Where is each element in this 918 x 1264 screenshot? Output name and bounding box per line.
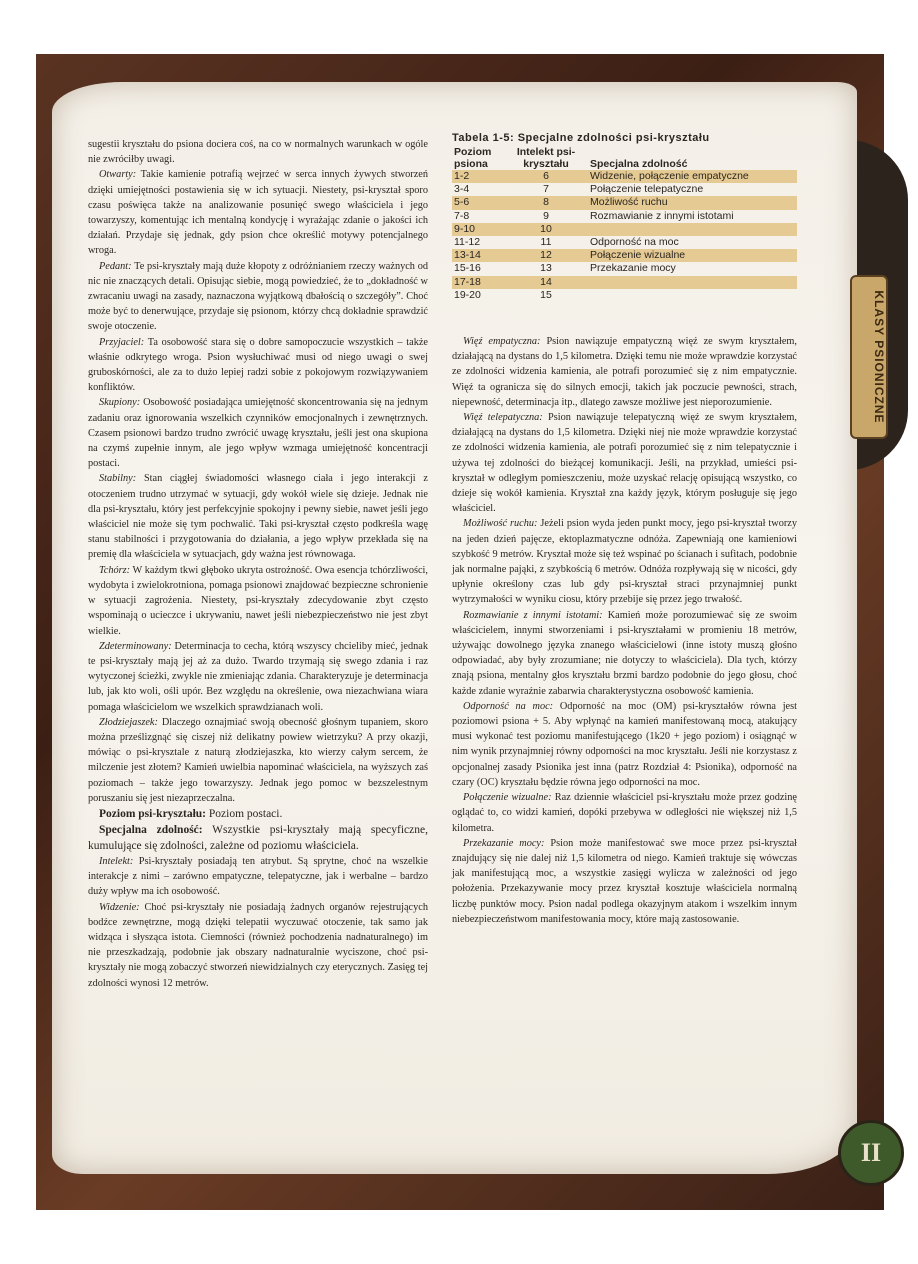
chapter-side-tab[interactable] [850,275,888,439]
term: Przyjaciel: [99,336,145,348]
paragraph-text: Stan ciągłej świadomości własnego ciała i jego interakcji z otoczeniem trudno utrzymać w sytuacji, gdy wokół wiele się dzieje. Jednak nie dla psi-kryształu, który jest perfekcyjnie spokojny i pewny siebie, nawet jeśli jego właściciel nie może się tym pochwalić. Taki psi-kryształ często podkreśla wagę stanu stabilności i przygotowania do działania, a jego wpływ przekłada się na premię dla właściciela w sytuacjach, gdy ważna jest równowaga. [88,473,428,561]
paragraph [88,335,428,396]
paragraph [88,563,428,639]
term: Poziom psi-kryształu: [99,807,207,820]
table-cell: 9-10 [452,223,504,236]
table-cell: 13 [540,262,552,275]
paragraph-text: Odporność na moc (OM) psi-kryształów równa jest poziomowi psiona + 5. Aby wpłynąć na kamień manifestowaną mocą, atakujący musi wykonać test poziomu manifestującego (1k20 + jego poziom) i osiągnąć w nim wynik przynajmniej równy odporności na moc kryształu. Jeśli nie korzystasz z opcjonalnej zasady Psionika jest inna (patrz Rozdział 4: Psionika), odporność na czary (OC) kryształu będzie równa jego odporności na moc. [452,700,797,788]
table-row [452,170,797,183]
table-cell: Rozmawianie z innymi istotami [590,209,734,222]
table-row [452,262,797,275]
paragraph [88,715,428,806]
term: Skupiony: [99,397,141,409]
paragraph [88,471,428,562]
paragraph-text: Osobowość posiadająca umiejętność skoncentrowania się na jednym zadaniu oraz ignorowania wszelkich czynników emocjonalnych i zewnętrznych. Czasem psionowi bardzo trudno zwrócić uwagę kryształu, jeśli jest ona skupiona na czymś zupełnie innym, ale jego wpływ wzmaga umiejętność koncentracji postaci. [88,397,428,470]
paragraph-text: sugestii kryształu do psiona dociera coś, na co w normalnych warunkach w ogóle nie zwróciłby uwagi. [88,139,428,166]
table-grid [452,146,797,302]
table-cell: Odporność na moc [590,236,679,249]
table-cell: 9 [543,209,549,222]
term: Rozmawianie z innymi istotami: [463,609,603,621]
paragraph-text: Psi-kryształy posiadają ten atrybut. Są sprytne, choć na wszelkie interakcje z nimi – zarówno empatyczne, telepatyczne, jak i werbalne – bardzo duży wpływ ma ich osobowość. [88,855,428,898]
paragraph-text: Poziom postaci. [206,807,283,820]
table-cell: Połączenie wizualne [588,249,797,262]
table-cell [588,289,797,302]
paragraph-text: Kamień może porozumiewać się ze swoim właścicielem, innymi stworzeniami i psi-kryształami w promieniu 18 metrów, używając dowolnego języka znanego właścicielowi (inne istoty muszą głośno odpowiadać, aby były zrozumiane; nie dotyczy to właściciela). Dla tych, którzy znają psiona, mentalny głos kryształu brzmi bardzo podobnie do jego głosu, choć każde zdanie wyraźnie zabarwia charakterystyczna osobowość kamienia. [452,609,797,697]
table-cell: 15-16 [454,262,481,275]
paragraph [452,836,797,927]
term: Specjalna zdolność: [99,823,203,836]
paragraph [452,608,797,699]
ability-table [452,132,797,302]
table-cell: 11-12 [454,236,481,249]
table-header: Intelekt psi-kryształu [516,146,576,170]
paragraph-text: Jeżeli psion wyda jeden punkt mocy, jego psi-kryształ tworzy na jeden dzień pajęcze, ektoplazmatyczne odnóża. Zapewniają one kamieniowi szybkość 9 metrów. Kryształ może się też wspinać po ścianach i sufitach, podobnie jak normalne pająki, z szybkością 6 metrów. Odnóża rozpływają się w nicości, gdy upłynie określony czas lub gdy psi-kryształ straci przynajmniej punkt wytrzymałości w wyniku ciosu, który przebije się przez jego trwałość. [452,518,798,606]
table-title: Tabela 1-5: Specjalne zdolności psi-kryształu [452,132,710,144]
paragraph [88,137,428,167]
term: Stabilny: [99,473,137,485]
table-cell: 3-4 [454,183,470,196]
term: Zdeterminowany: [99,640,172,652]
table-cell: 7 [543,183,549,196]
table-cell: 6 [504,170,588,183]
paragraph [452,334,797,410]
paragraph [452,699,797,790]
table-cell: Widzenie, połączenie empatyczne [588,170,797,183]
table-header: Specjalna zdolność [590,158,688,170]
paragraph [88,395,428,471]
paragraph-text: W każdym tkwi głęboko ukryta ostrożność. Owa esencja tchórzliwości, wydobyta i zwielokrotniona, pomaga psionowi znajdować bezpieczne schronienie w sytuacji zagrożenia. Niestety, psi-kryształy zdecydowanie zbyt często wspominają o ucieczce i ukrywaniu, nawet jeśli niebezpieczeństwo nie jest zbyt wielkie. [88,564,428,637]
table-cell: 12 [504,249,588,262]
table-cell [588,223,797,236]
term: Odporność na moc: [463,700,554,712]
table-cell: 8 [504,196,588,209]
table-cell: 13-14 [452,249,504,262]
right-column [452,334,797,927]
table-cell: 1-2 [452,170,504,183]
term: Połączenie wizualne: [463,792,552,804]
table-row [452,183,797,196]
paragraph [88,167,428,258]
table-cell: 10 [504,223,588,236]
paragraph [452,516,797,607]
table-header: Poziom psiona [454,146,492,170]
table-row [452,210,797,223]
paragraph-text: Te psi-kryształy mają duże kłopoty z odróżnianiem rzeczy ważnych od nic nie znaczących detali. Opisując siebie, mogą powiedzieć, że to „dokładność w zwracaniu uwagi na zasady, naznaczona wyjątkową dbałością o szczegóły”. Choć może być to denerwujące, przydaje się psionom, którzy chcą dokładnie sprawdzić swoje otoczenie. [88,260,428,333]
side-tab-label: KLASY PSIONICZNE [872,290,886,424]
term: Intelekt: [99,855,134,867]
table-row [452,249,797,262]
paragraph-text: Dlaczego oznajmiać swoją obecność głośnym tupaniem, skoro można prześlizgnąć się ciszej niż delikatny powiew wietrzyku? A przy okazji, mówiąc o psi-krysztale z naturą złodziejaszka, kto wierzy całym sercem, że milczenie jest złotem? Kamień uwielbia napominać właściciela, na wyższych zaś poziomach – także jego towarzyszy. Jednak jego pomoc w bezszelestnym poruszaniu się jest niezaprzeczalna. [88,716,428,804]
table-cell: Możliwość ruchu [588,196,797,209]
table-row [452,236,797,249]
paragraph-text: Psion nawiązuje telepatyczną więź ze swym kryształem, działającą na dystans do 1,5 kilometra. Dzięki niej nie może wprawdzie korzystać ze zdolności widzenia kamienia, ale potrafi porozumieć się z nim telepatycznie i używa tej zdolności do bieżącej komunikacji. Jeśli, na przykład, umieści psi-kryształ w odległym pomieszczeniu, może uzyskać relację opisującą wszystko, co dzieje się wokół kamienia. Kryształ zna każdy język, którym posługuje się jego właściciel. [452,412,797,515]
paragraph [88,822,428,854]
term: Przekazanie mocy: [463,837,545,849]
paragraph [452,410,797,516]
table-cell: 5-6 [452,196,504,209]
table-cell: Połączenie telepatyczne [590,183,704,196]
term: Więź telepatyczna: [463,412,543,424]
left-column [88,137,428,991]
paragraph-text: Psion nawiązuje empatyczną więź ze swym kryształem, działającą na dystans do 1,5 kilometra. Dzięki temu nie może wprawdzie korzystać ze zdolności widzenia kamienia, ale potrafi porozumieć się z nim empatycznie. Więź ta ogranicza się do silnych emocji, takich jak poczucie pewności, strach, niepewność, determinacja itp., dlatego zawsze możliwe jest nieporozumienie. [452,336,797,408]
term: Złodziejaszek: [99,716,158,728]
table-cell: 14 [504,276,588,289]
paragraph-text: Choć psi-kryształy nie posiadają żadnych organów rejestrujących bodźce zewnętrzne, mogą dzięki telepatii wyczuwać otoczenie, tak samo jak widząca i słysząca istota. Ciemności (również pochodzenia nadnaturalnego) im nie przeszkadzają, podobnie jak obszary nadnaturalnie wyciszone, choć psi-kryształy nie mogą zobaczyć stworzeń niewidzialnych czy eterycznych. Zasięg tej zdolności wynosi 12 metrów. [88,901,428,989]
table-cell: 7-8 [454,209,470,222]
table-cell [588,276,797,289]
page-number-badge: II [838,1120,904,1186]
paragraph-text: Raz dziennie właściciel psi-kryształu może przez godzinę oglądać to, co widzi kamień, dopóki przebywa w odległości nie większej niż 1,5 kilometra. [452,792,797,834]
term: Widzenie: [99,901,140,913]
term: Tchórz: [99,564,131,576]
table-cell: 19-20 [454,288,481,301]
term: Pedant: [99,260,132,272]
paragraph [88,639,428,715]
paragraph [452,790,797,836]
table-cell: 11 [540,236,552,249]
term: Możliwość ruchu: [463,518,538,530]
paragraph-text: Ta osobowość stara się o dobre samopoczucie wszystkich – także właśnie odkrytego wroga. Psion wysłuchiwać musi od niego uwagi o swej gruboskórności, ale za to dużo lepiej radzi sobie z pokojowym rozwiązywaniem konfliktów. [88,336,428,394]
term: Otwarty: [99,169,137,181]
table-row [452,196,797,209]
paragraph-text: Wszystkie psi-kryształy mają specyficzne, kumulujące się zdolności, zależne od poziomu właściciela. [88,823,428,852]
paragraph [88,806,428,822]
term: Więź empatyczna: [463,336,541,347]
table-row [452,223,797,236]
table-row [452,276,797,289]
table-cell: 17-18 [452,276,504,289]
table-cell: Przekazanie mocy [590,262,676,275]
table-cell: 15 [540,288,552,301]
paragraph [88,854,428,900]
paragraph-text: Takie kamienie potrafią wejrzeć w serca innych żywych stworzeń dzięki umiejętności postawienia się w ich sytuacji. Niestety, psi-kryształ sporo czasu poświęca także na analizowanie posunięć swego właściciela i jego towarzyszy, komentując ich mentalną kondycję i wyrażając zdanie o jakości ich działań. Przydaje się jednak, gdy psion chce określić motywy potencjalnego wroga. [88,169,428,257]
paragraph [88,900,428,991]
table-row [452,289,797,302]
paragraph [88,259,428,335]
paragraph-text: Determinacja to cecha, którą wszyscy chcieliby mieć, jednak te psi-kryształy mają jej aż za dużo. Twardo trzymają się swego zdania i raz wytyczonej ścieżki, zwykle nie zmieniając zdania. Charakteryzuje je determinacja lub, jak kto woli, ośli upór. Bez względu na określenie, owa niezachwiana wiara pomaga właścicielom we wszelkich sprawdzianach woli. [88,640,428,713]
paragraph-text: Psion może manifestować swe moce przez psi-kryształ znajdujący się nie dalej niż 1,5 kilometra od niego. Kamień traktuje się wówczas jak manifestującą moc, a wszystkie zasięgi wylicza w zależności od jego położenia. Przekazywanie mocy przez kryształ kosztuje właściciela normalną liczbę punktów mocy. Psion nadal podlega okazyjnym atakom i wszelkim innym niebezpieczeństwom manifestowania mocy, które mają zastosowanie. [452,837,797,925]
